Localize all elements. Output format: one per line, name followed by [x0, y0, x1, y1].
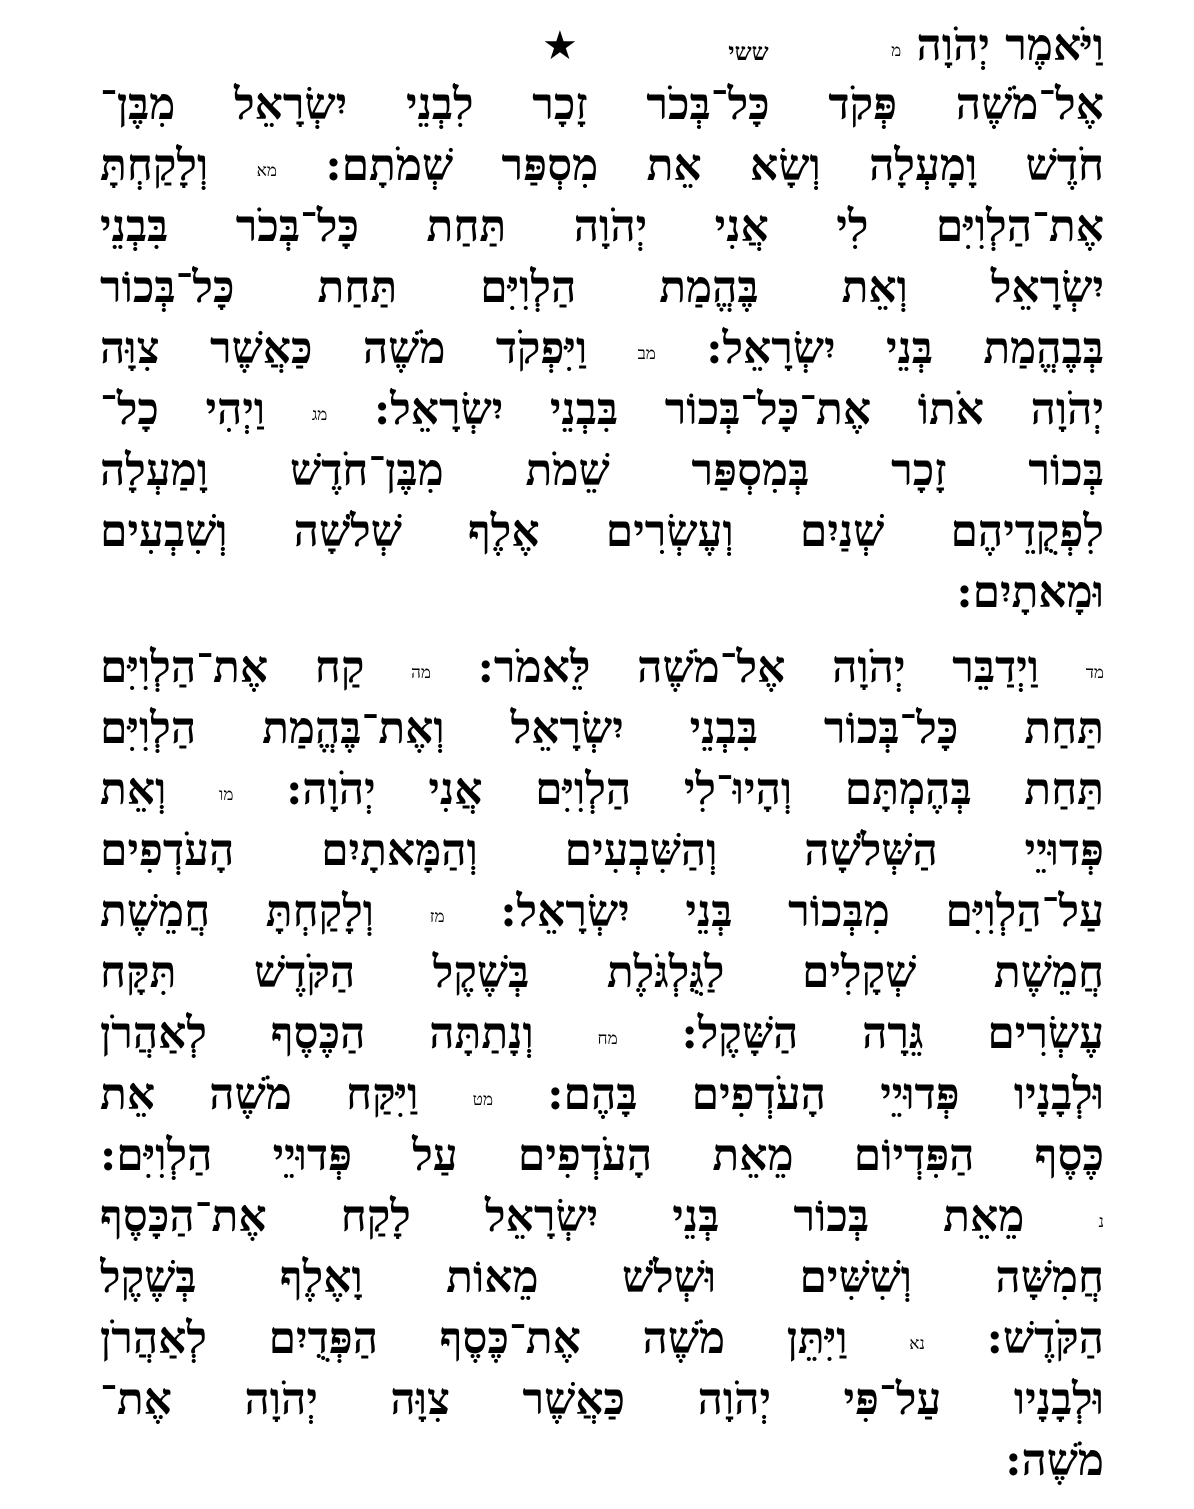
- verse-number: מט: [472, 1090, 494, 1110]
- verse-number: מב: [637, 344, 656, 364]
- verse-number: מא: [256, 161, 277, 181]
- header-text: וַיֹּאמֶר יְהֹוָה: [916, 20, 1104, 71]
- text-line: אֶל־מֹשֶׁה פְּקֹד כָּל־בְּכֹר זָכָר לִבְנֵי יִשְׂרָאֵל מִבֶּן־: [100, 79, 1104, 130]
- text-line: כֶּסֶף הַפִּדְיוֹם מֵאֵת הָעֹדְפִים עַל פְּדוּיֵי הַלְוִיִּם:: [100, 1130, 1104, 1181]
- verse-number: נא: [909, 1334, 925, 1354]
- text-line: וּמָאתָיִם:: [956, 567, 1104, 618]
- verse-number-40: מ: [891, 41, 902, 61]
- verse-number: מג: [311, 405, 328, 425]
- verse-number: נ: [1098, 1212, 1104, 1232]
- text-line: הַקֹּדֶשׁ: נא וַיִּתֵּן מֹשֶׁה אֶת־כֶּסֶף הַפְּדֻיִם לְאַהֲרֹן: [100, 1313, 1104, 1364]
- text-line: עַל־הַלְוִיִּם מִבְּכוֹר בְּנֵי יִשְׂרָאֵל: מז וְלָקַחְתָּ חֲמֵשֶׁת: [100, 886, 1104, 937]
- text-line: תַּחַת כָּל־בְּכוֹר בִּבְנֵי יִשְׂרָאֵל וְאֶת־בֶּהֱמַת הַלְוִיִּם: [100, 703, 1104, 754]
- text-line: אֶת־הַלְוִיִּם לִי אֲנִי יְהֹוָה תַּחַת כָּל־בְּכֹר בִּבְנֵי: [100, 201, 1104, 252]
- text-line: בְּבֶהֱמַת בְּנֵי יִשְׂרָאֵל: מב וַיִּפְקֹד מֹשֶׁה כַּאֲשֶׁר צִוָּה: [100, 323, 1104, 374]
- text-line: מֹשֶׁה:: [1005, 1435, 1104, 1486]
- aliyah-label: ששי: [728, 37, 769, 66]
- text-line: פְּדוּיֵי הַשְּׁלֹשָׁה וְהַשִּׁבְעִים וְהַמָּאתָיִם הָעֹדְפִים: [100, 825, 1104, 876]
- text-line: חֲמִשָּׁה וְשִׁשִּׁים וּשְׁלֹשׁ מֵאוֹת וָאֶלֶף בְּשֶׁקֶל: [100, 1252, 1104, 1303]
- text-line: נ מֵאֵת בְּכוֹר בְּנֵי יִשְׂרָאֵל לָקַח אֶת־הַכָּסֶף: [100, 1191, 1104, 1242]
- verse-number: מה: [411, 663, 431, 683]
- verse-number: מח: [597, 1029, 618, 1049]
- text-line: וּלְבָנָיו עַל־פִּי יְהֹוָה כַּאֲשֶׁר צִוָּה יְהֹוָה אֶת־: [100, 1374, 1104, 1425]
- text-line: תַּחַת בְּהֶמְתָּם וְהָיוּ־לִי הַלְוִיִּם אֲנִי יְהֹוָה: מו וְאֵת: [100, 764, 1104, 815]
- verse-number: מו: [218, 785, 234, 805]
- text-line: וּלְבָנָיו פְּדוּיֵי הָעֹדְפִים בָּהֶם: מט וַיִּקַּח מֹשֶׁה אֵת: [100, 1069, 1104, 1120]
- text-line: יְהֹוָה אֹתוֹ אֶת־כָּל־בְּכוֹר בִּבְנֵי יִשְׂרָאֵל: מג וַיְהִי כָל־: [100, 384, 1104, 435]
- header-line: [100, 18, 1104, 74]
- text-line: לִפְקֻדֵיהֶם שְׁנַיִם וְעֶשְׂרִים אֶלֶף שְׁלֹשָׁה וְשִׁבְעִים: [100, 506, 1104, 557]
- text-line: עֶשְׂרִים גֵּרָה הַשָּׁקֶל: מח וְנָתַתָּה הַכֶּסֶף לְאַהֲרֹן: [100, 1008, 1104, 1059]
- text-line: חֲמֵשֶׁת שְׁקָלִים לַגֻּלְגֹּלֶת בְּשֶׁקֶל הַקֹּדֶשׁ תִּקָּח: [100, 947, 1104, 998]
- text-line: חֹדֶשׁ וָמָעְלָה וְשָׂא אֵת מִסְפַּר שְׁמֹתָם: מא וְלָקַחְתָּ: [100, 140, 1104, 191]
- verse-number: מז: [429, 907, 445, 927]
- verse-number: מד: [1085, 663, 1104, 683]
- star-icon: ★: [542, 23, 578, 69]
- text-line: יִשְׂרָאֵל וְאֵת בֶּהֱמַת הַלְוִיִּם תַּחַת כָּל־בְּכוֹר: [100, 262, 1104, 313]
- text-line: מד וַיְדַבֵּר יְהֹוָה אֶל־מֹשֶׁה לֵּאמֹר: מה קַח אֶת־הַלְוִיִּם: [100, 642, 1104, 693]
- text-line: בְּכוֹר זָכָר בְּמִסְפַּר שֵׁמֹת מִבֶּן־חֹדֶשׁ וָמַעְלָה: [100, 445, 1104, 496]
